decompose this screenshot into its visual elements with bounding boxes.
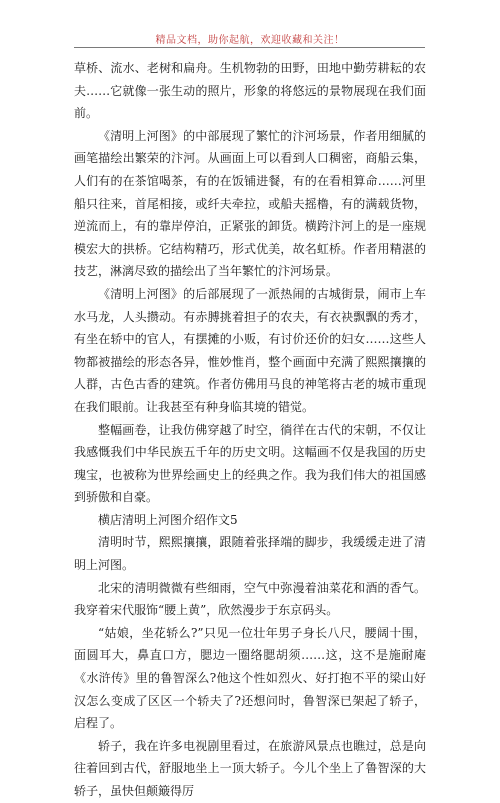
body-text bbox=[74, 57, 426, 803]
paragraph: 北宋的清明微微有些细雨，空气中弥漫着油菜花和酒的香气。我穿着宋代服饰“腰上黄”，欣然漫步于东京码头。 bbox=[74, 580, 426, 618]
header-divider bbox=[74, 47, 425, 48]
paragraph: 《清明上河图》的中部展现了繁忙的汴河场景，作者用细腻的画笔描绘出繁荣的汴河。从画面上可以看到人口稠密，商船云集，人们有的在茶馆喝茶，有的在饭铺进餐，有的在看相算命……河里船只往来，首尾相接，或纤夫牵拉，或船夫摇橹，有的满载货物，逆流而上，有的靠岸停泊，正紧张的卸货。横跨汴河上的是一座规模宏大的拱桥。它结构精巧，形式优美，故名虹桥。作者用精湛的技艺，淋漓尽致的描绘出了当年繁忙的汴河场景。 bbox=[74, 128, 426, 279]
section-heading: 横店清明上河图介绍作文5 bbox=[98, 512, 238, 527]
page-header: 精品文档，助你起航，欢迎收藏和关注！ bbox=[155, 35, 345, 46]
paragraph: 轿子，我在许多电视剧里看过，在旅游风景点也瞧过，总是向往着回到古代，舒服地坐上一顶大轿子。今儿个坐上了鲁智深的大轿子，虽快但颠簸得厉 bbox=[74, 738, 426, 798]
paragraph: 《清明上河图》的后部展现了一派热闹的古城街景，闹市上车水马龙，人头攒动。有赤膊挑着担子的农夫，有衣袂飘飘的秀才，有坐在轿中的官人，有摆摊的小贩，有讨价还价的妇女……这些人物都被描绘的形态各异，惟妙惟肖，整个画面中充满了熙熙攘攘的人群，古色古香的建筑。作者仿佛用马良的神笔将古老的城市重现在我们眼前。让我甚至有种身临其境的错觉。 bbox=[74, 286, 426, 414]
paragraph: 整幅画卷，让我仿佛穿越了时空，徜徉在古代的宋朝，不仅让我感慨我们中华民族五千年的历史文明。这幅画不仅是我国的历史瑰宝，也被称为世界绘画史上的经典之作。我为我们伟大的祖国感到骄傲和自豪。 bbox=[74, 422, 426, 505]
paragraph: 草桥、流水、老树和扁舟。生机物勃的田野，田地中勤劳耕耘的农夫……它就像一张生动的照片，形象的将悠远的景物展现在我们面前。 bbox=[74, 61, 426, 121]
paragraph: 清明时节，熙熙攘攘，跟随着张择端的脚步，我缓缓走进了清明上河图。 bbox=[74, 535, 426, 573]
paragraph: “姑娘，坐花轿么?”只见一位壮年男子身长八尺，腰阔十围，面圆耳大，鼻直口方，腮边一圈络腮胡须……这，这不是施耐庵《水浒传》里的鲁智深么?他这个性如烈火、好打抱不平的梁山好汉怎么变成了区区一个轿夫了?还想问时，鲁智深已架起了轿子，启程了。 bbox=[74, 625, 426, 731]
